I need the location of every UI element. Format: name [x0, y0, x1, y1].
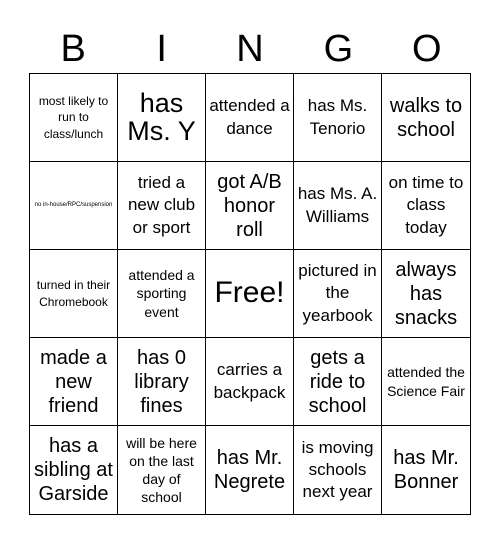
bingo-cell[interactable]: walks to school	[382, 74, 470, 162]
bingo-cell[interactable]: has Mr. Negrete	[206, 426, 294, 514]
bingo-cell[interactable]: always has snacks	[382, 250, 470, 338]
bingo-cell[interactable]: tried a new club or sport	[118, 162, 206, 250]
bingo-cell[interactable]: most likely to run to class/lunch	[30, 74, 118, 162]
bingo-cell[interactable]: got A/B honor roll	[206, 162, 294, 250]
bingo-cell[interactable]: has Mr. Bonner	[393, 447, 459, 493]
bingo-cell[interactable]: has Ms. A. Williams	[294, 162, 382, 250]
bingo-cell[interactable]: is moving schools next year	[294, 426, 382, 514]
header-letter-n: N	[236, 28, 264, 70]
bingo-cell[interactable]: has Ms. Tenorio	[294, 74, 382, 162]
free-space[interactable]: Free!	[206, 250, 294, 338]
header-letter-o: O	[412, 28, 442, 70]
bingo-cell[interactable]: made a new friend	[30, 338, 118, 426]
bingo-cell[interactable]: pictured in the yearbook	[294, 250, 382, 338]
bingo-cell[interactable]: has a sibling at Garside	[30, 426, 118, 514]
bingo-board	[29, 73, 471, 515]
header-letter-b: B	[60, 28, 86, 70]
header-letter-g: G	[323, 28, 354, 70]
bingo-cell[interactable]: carries a backpack	[206, 338, 294, 426]
bingo-cell[interactable]: has Ms. Y	[118, 74, 206, 162]
bingo-cell[interactable]: no in-house/RPC/suspension	[30, 162, 118, 250]
bingo-cell[interactable]: attended the Science Fair	[382, 338, 470, 426]
bingo-cell[interactable]: turned in their Chromebook	[30, 250, 118, 338]
bingo-cell[interactable]: on time to class today	[382, 162, 470, 250]
bingo-cell[interactable]: will be here on the last day of school	[118, 426, 206, 514]
bingo-cell[interactable]: has 0 library fines	[118, 338, 206, 426]
bingo-cell[interactable]: attended a sporting event	[118, 250, 206, 338]
bingo-cell[interactable]: gets a ride to school	[294, 338, 382, 426]
header-letter-i: I	[156, 28, 167, 70]
bingo-header	[29, 24, 471, 74]
bingo-cell[interactable]: attended a dance	[206, 74, 294, 162]
